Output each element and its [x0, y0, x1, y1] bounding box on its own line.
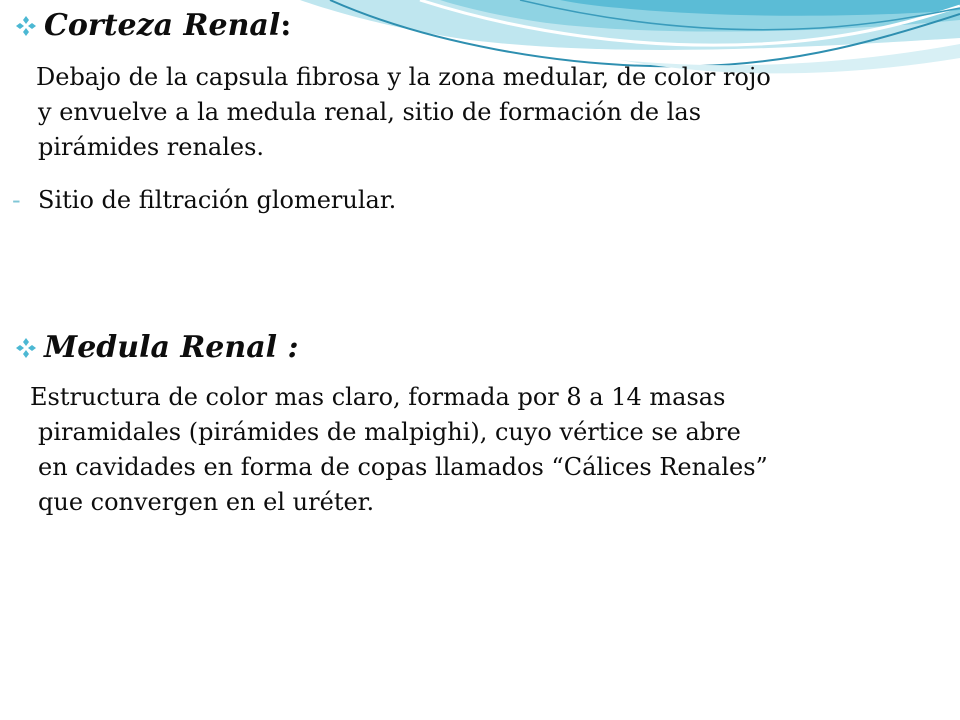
section-title: Corteza Renal	[44, 8, 281, 43]
paragraph-line: que convergen en el uréter.	[38, 488, 375, 516]
diamond-bullet-icon	[14, 337, 38, 359]
paragraph-line: y envuelve a la medula renal, sitio de formación de las	[38, 98, 702, 126]
dash-list-item	[12, 186, 396, 214]
dash-item-text: Sitio de filtración glomerular.	[38, 186, 397, 214]
section-heading-medula	[14, 330, 299, 365]
section-heading-corteza	[14, 8, 291, 43]
paragraph-line: pirámides renales.	[38, 133, 265, 161]
section-paragraph-medula	[30, 380, 768, 520]
section-title-suffix: :	[280, 8, 292, 43]
paragraph-line: piramidales (pirámides de malpighi), cuyo vértice se abre	[38, 418, 741, 446]
section-paragraph-corteza	[36, 60, 771, 165]
section-title: Medula Renal :	[44, 330, 299, 365]
paragraph-line: Estructura de color mas claro, formada por 8 a 14 masas	[30, 383, 726, 411]
paragraph-line: Debajo de la capsula fibrosa y la zona medular, de color rojo	[36, 63, 771, 91]
dash-marker: -	[12, 186, 21, 214]
diamond-bullet-icon	[14, 15, 38, 37]
paragraph-line: en cavidades en forma de copas llamados “Cálices Renales”	[38, 453, 768, 481]
